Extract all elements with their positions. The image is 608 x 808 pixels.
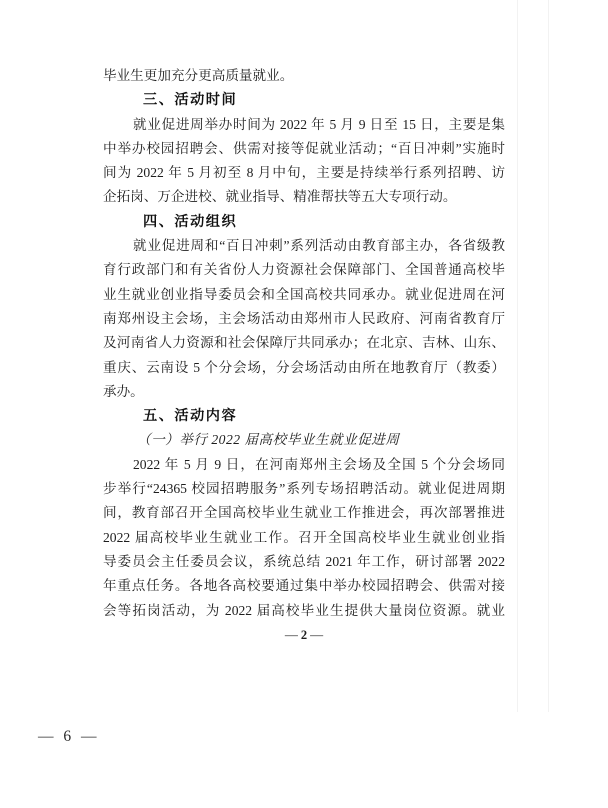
inner-page-number-value: 2 — [300, 627, 308, 642]
section-heading: 三、活动时间 — [143, 92, 238, 109]
document-line: 步举行“24365 校园招聘服务”系列专场招聘活动。就业促进周期 — [103, 481, 505, 497]
document-line: 年重点任务。各地各高校要通过集中举办校园招聘会、供需对接 — [103, 578, 505, 594]
document-line: 导委员会主任委员会议，系统总结 2021 年工作，研讨部署 2022 — [103, 553, 505, 569]
document-line: 间，教育部召开全国高校毕业生就业工作推进会，再次部署推进 — [103, 505, 505, 521]
document-line: 毕业生更加充分更高质量就业。 — [103, 68, 294, 83]
document-line: 育行政部门和有关省份人力资源社会保障部门、全国普通高校毕 — [103, 262, 505, 278]
document-line: 重庆、云南设 5 个分会场，分会场活动由所在地教育厅（教委） — [103, 359, 505, 375]
document-line: 企拓岗、万企进校、就业指导、精准帮扶等五大专项行动。 — [103, 189, 457, 205]
document-line: 南郑州设主会场，主会场活动由郑州市人民政府、河南省教育厅 — [103, 310, 505, 326]
inner-page-number-dash-right: — — [310, 626, 324, 642]
document-line: 承办。 — [103, 383, 144, 399]
scan-artifact-line — [548, 0, 549, 712]
document-line: 业生就业创业指导委员会和全国高校共同承办。就业促进周在河 — [103, 286, 505, 302]
document-line: 就业促进周和“百日冲刺”系列活动由教育部主办，各省级教 — [133, 238, 505, 254]
document-line: 就业促进周举办时间为 2022 年 5 月 9 日至 15 日，主要是集 — [133, 116, 505, 132]
sub-heading: （一）举行 2022 届高校毕业生就业促进周 — [137, 432, 400, 448]
document-line: 2022 届高校毕业生就业工作。召开全国高校毕业生就业创业指 — [103, 529, 505, 545]
document-line: 会等拓岗活动，为 2022 届高校毕业生提供大量岗位资源。就业 — [103, 602, 505, 618]
document-line: 间为 2022 年 5 月初至 8 月中旬，主要是持续举行系列招聘、访 — [103, 165, 505, 181]
section-heading: 四、活动组织 — [143, 213, 238, 230]
section-heading: 五、活动内容 — [143, 408, 238, 425]
inner-page-number-dash-left: — — [284, 626, 298, 642]
document-line: 2022 年 5 月 9 日，在河南郑州主会场及全国 5 个分会场同 — [133, 456, 505, 472]
scan-artifact-line — [517, 0, 518, 712]
document-line: 及河南省人力资源和社会保障厅共同承办；在北京、吉林、山东、 — [103, 335, 505, 351]
document-line: 中举办校园招聘会、供需对接等促就业活动；“百日冲刺”实施时 — [103, 140, 505, 156]
document-text — [103, 64, 505, 642]
inner-page-number — [103, 623, 505, 647]
outer-page-number: — 6 — — [38, 728, 100, 745]
